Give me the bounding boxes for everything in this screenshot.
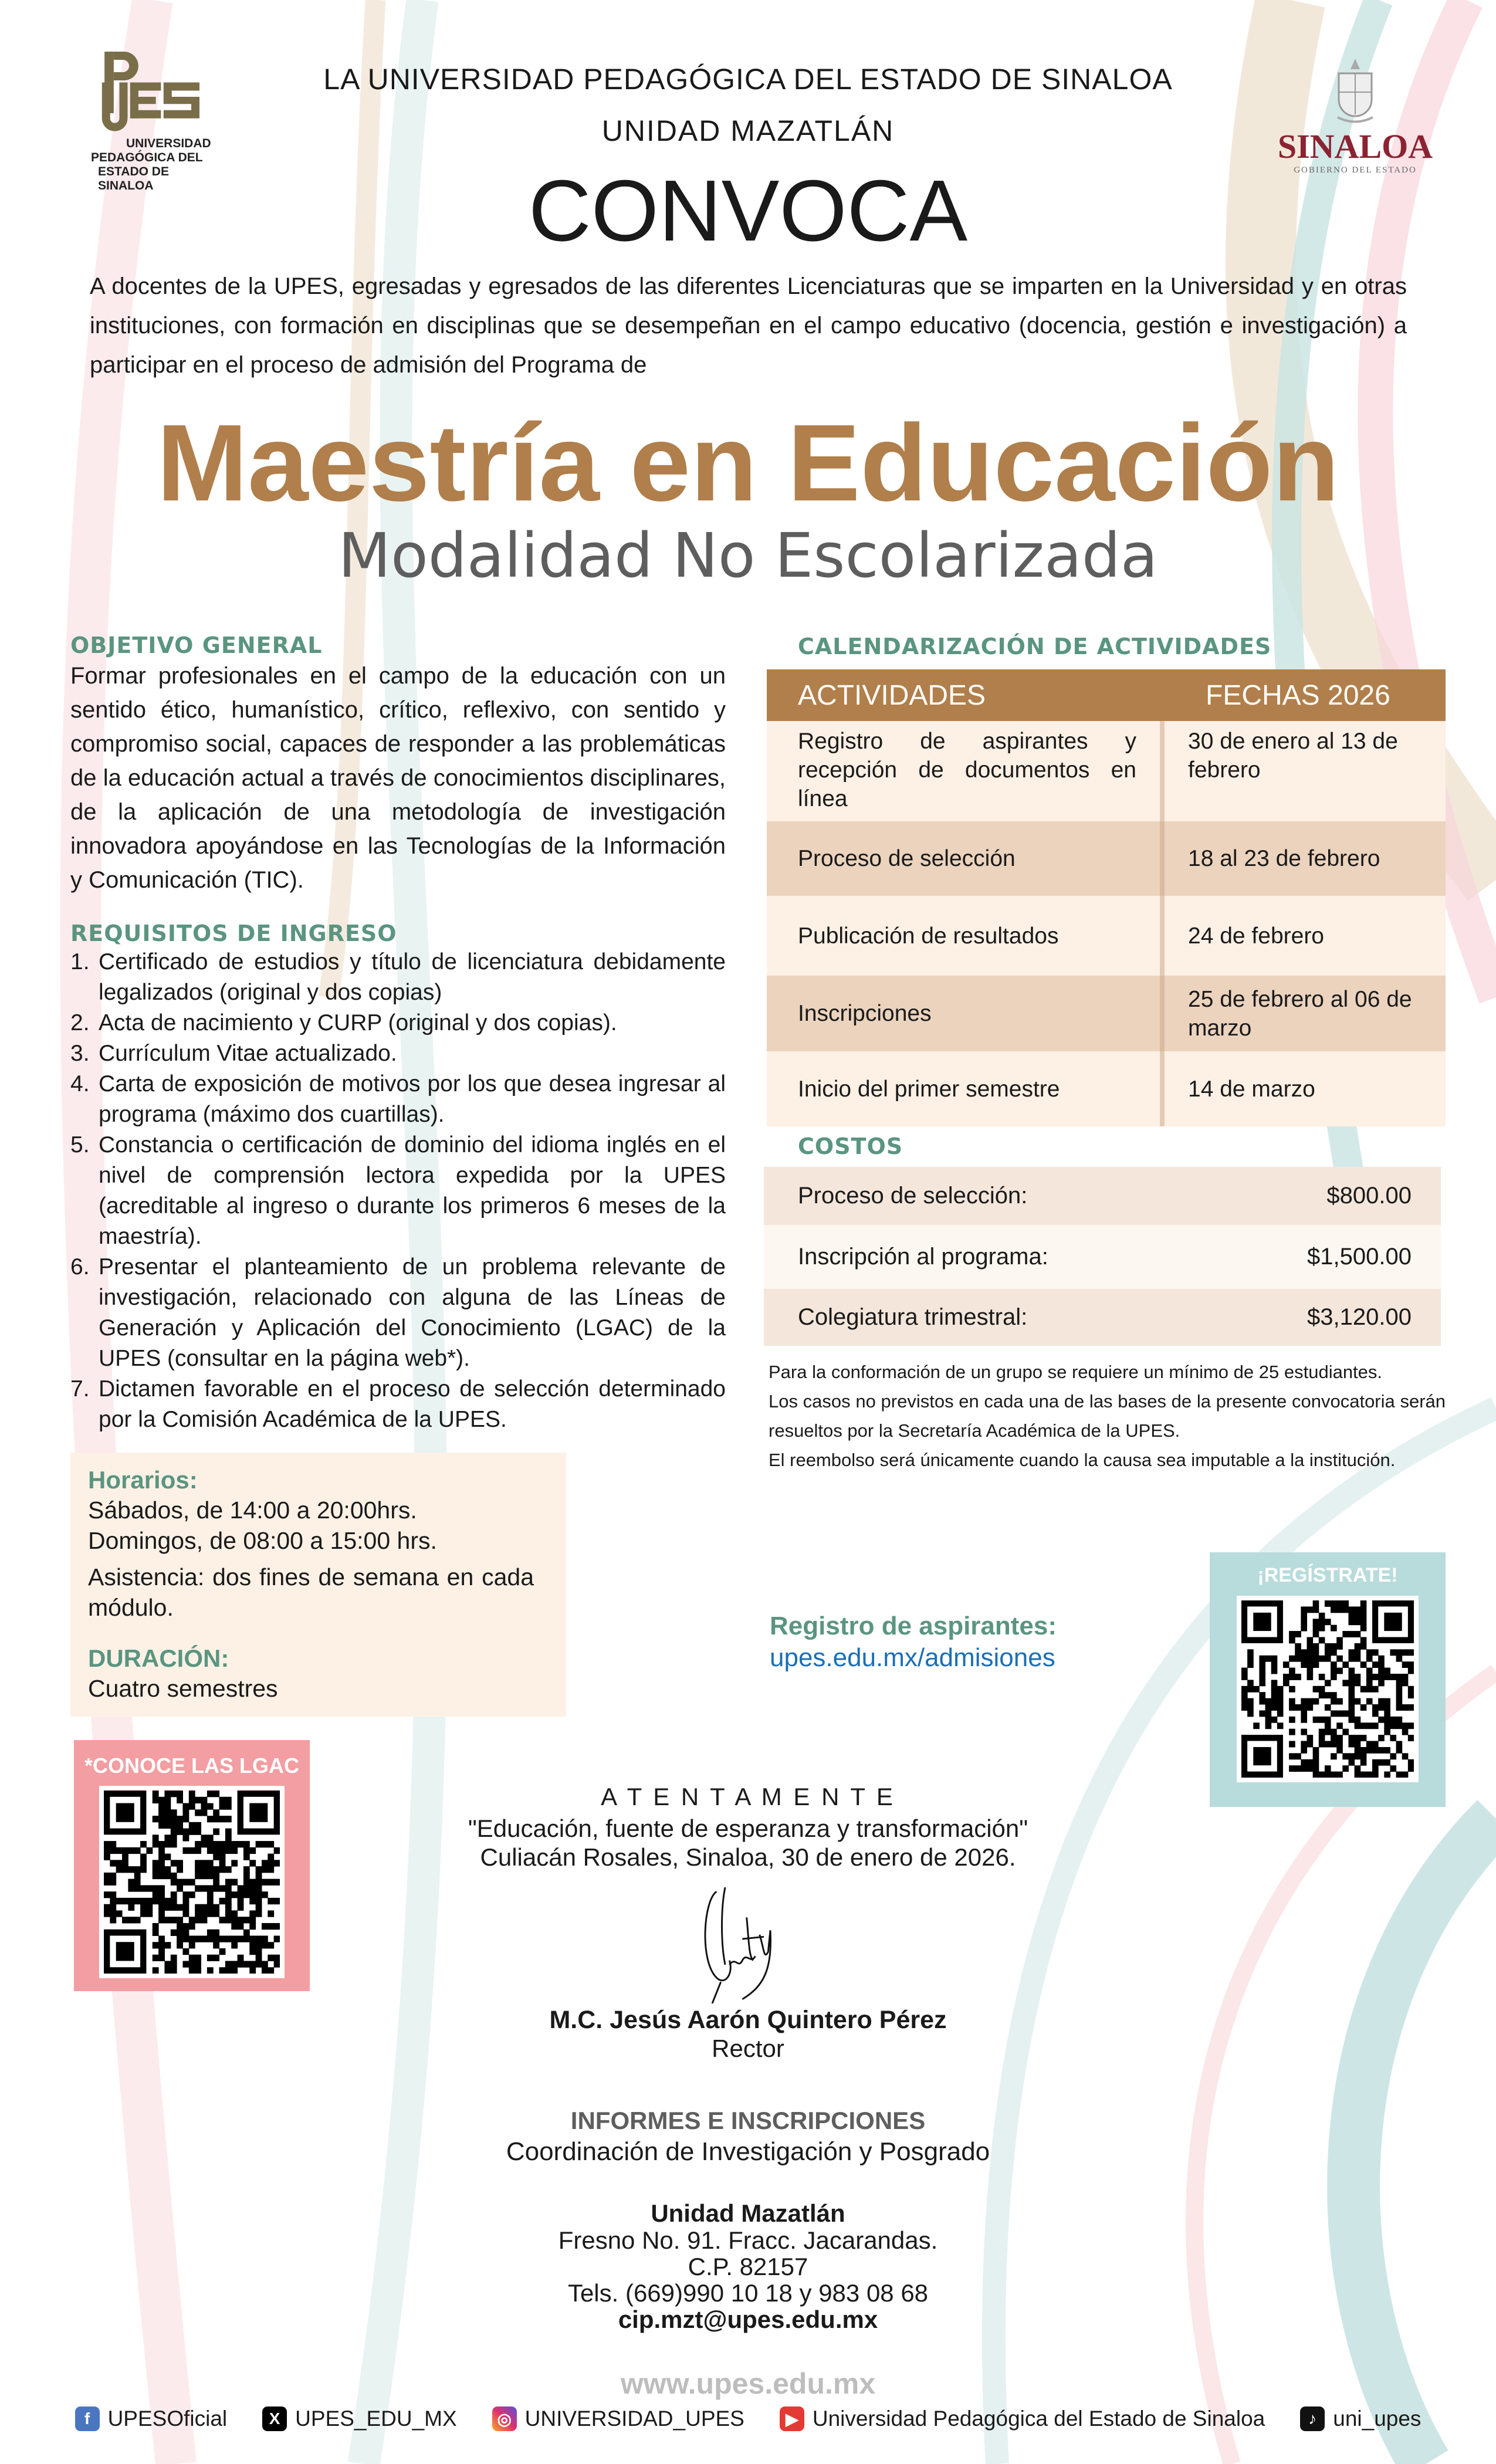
- requisito-text: Constancia o certificación de dominio del idioma inglés en el nivel de comprensión lectora expedida por la UPES (acreditable al ingreso o durante los primeros 6 meses de la maestría).: [99, 1132, 726, 1249]
- requisito-number: 1.: [70, 949, 90, 974]
- unit-name: UNIDAD MAZATLÁN: [601, 114, 895, 147]
- lgac-qr-box[interactable]: [74, 1740, 310, 1991]
- requisito-item: [70, 947, 726, 1008]
- activity-cell: Proceso de selección: [798, 846, 1016, 871]
- lugar-fecha: Culiacán Rosales, Sinaloa, 30 de enero de 2026.: [480, 1843, 1016, 1871]
- lgac-qr-code[interactable]: [99, 1786, 285, 1978]
- instagram-icon: ◎: [492, 2407, 517, 2431]
- requisitos-list: [70, 947, 726, 1435]
- duracion-heading: DURACIÓN:: [88, 1644, 229, 1672]
- institution-name: LA UNIVERSIDAD PEDAGÓGICA DEL ESTADO DE SINALOA: [323, 63, 1173, 96]
- social-link-youtube[interactable]: [780, 2407, 1265, 2431]
- horarios-heading: Horarios:: [88, 1466, 198, 1494]
- costo-concept: Colegiatura trimestral:: [798, 1304, 1028, 1330]
- social-handle: Universidad Pedagógica del Estado de Sinaloa: [812, 2407, 1265, 2431]
- requisito-text: Certificado de estudios y título de licenciatura debidamente legalizados (original y dos copias): [99, 949, 726, 1005]
- costos-heading: COSTOS: [798, 1133, 903, 1159]
- registrate-label: ¡REGÍSTRATE!: [1257, 1564, 1398, 1586]
- requisitos-heading: REQUISITOS DE INGRESO: [70, 920, 397, 946]
- program-title: Maestría en Educación: [157, 402, 1339, 524]
- calendario-body: [767, 721, 1446, 1126]
- qr-code-pattern: [1241, 1600, 1414, 1778]
- lgac-qr-label: *CONOCE LAS LGAC: [84, 1754, 299, 1778]
- requisito-text: Presentar el planteamiento de un problema relevante de investigación, relacionado con alguna de las Líneas de Generación y Aplicación del Conocimiento (LGAC) de la UPES (consultar en la página web*).: [99, 1254, 726, 1371]
- dates-cell: 25 de febrero al 06 de marzo: [1188, 986, 1412, 1041]
- calendario-header-row: [767, 669, 1446, 721]
- requisito-text: Dictamen favorable en el proceso de selección determinado por la Comisión Académica de la UPES.: [99, 1376, 726, 1432]
- requisito-item: [70, 1252, 726, 1374]
- dates-cell: 18 al 23 de febrero: [1188, 846, 1380, 871]
- social-handle: uni_upes: [1333, 2407, 1421, 2431]
- website-link[interactable]: www.upes.edu.mx: [620, 2367, 876, 2400]
- sinaloa-logo-text: SINALOA: [1277, 127, 1433, 165]
- horarios-box: [70, 1453, 566, 1717]
- objetivo-text: Formar profesionales en el campo de la educación con un sentido ético, humanístico, crítico, reflexivo, con sentido y compromiso social, capaces de responder a las problemáticas de la educación actual a través de conocimientos disciplinares, de la aplicación de una metodología de investigación innovadora apoyándose en las Tecnologías de la Información y Comunicación (TIC).: [70, 663, 726, 893]
- upes-logo-line1: UNIVERSIDAD: [126, 137, 211, 150]
- requisito-text: Currículum Vitae actualizado.: [99, 1041, 397, 1066]
- requisito-number: 2.: [70, 1010, 90, 1035]
- email[interactable]: cip.mzt@upes.edu.mx: [618, 2306, 878, 2333]
- col-header-fechas: FECHAS 2026: [1206, 679, 1390, 711]
- costo-amount: $800.00: [1326, 1183, 1412, 1209]
- social-link-tiktok[interactable]: [1300, 2407, 1421, 2431]
- dates-cell: 24 de febrero: [1188, 923, 1325, 949]
- calendario-table: [767, 669, 1446, 1126]
- registrate-qr-box[interactable]: [1210, 1552, 1446, 1807]
- calendario-row: [767, 976, 1446, 1051]
- costo-row: [764, 1225, 1441, 1289]
- costo-row: [764, 1167, 1441, 1225]
- calendario-row: [767, 896, 1446, 976]
- qr-code-pattern: [104, 1791, 280, 1974]
- notes: [769, 1358, 1446, 1475]
- registrate-qr-code[interactable]: [1237, 1596, 1419, 1782]
- activity-cell: Inicio del primer semestre: [798, 1076, 1060, 1102]
- telefonos: Tels. (669)990 10 18 y 983 08 68: [567, 2279, 929, 2307]
- x-icon: X: [262, 2407, 287, 2431]
- costo-amount: $3,120.00: [1307, 1304, 1412, 1330]
- social-link-facebook[interactable]: [75, 2407, 228, 2431]
- calendario-row: [767, 721, 1446, 821]
- registro-label: Registro de aspirantes:: [770, 1612, 1057, 1640]
- costo-concept: Proceso de selección:: [798, 1183, 1028, 1209]
- requisito-text: Carta de exposición de motivos por los que desea ingresar al programa (máximo dos cuartillas).: [99, 1071, 726, 1127]
- note-casos: Los casos no previstos en cada una de las bases de la presente convocatoria serán resueltos por la Secretaría Académica de la UPES.: [769, 1391, 1446, 1441]
- codigo-postal: C.P. 82157: [688, 2253, 808, 2280]
- unidad: Unidad Mazatlán: [651, 2199, 845, 2227]
- dates-cell: 14 de marzo: [1188, 1076, 1315, 1102]
- social-handle: UPESOficial: [107, 2407, 228, 2431]
- requisito-number: 3.: [70, 1041, 90, 1066]
- note-minimo: Para la conformación de un grupo se requiere un mínimo de 25 estudiantes.: [769, 1362, 1383, 1382]
- requisito-number: 4.: [70, 1071, 90, 1096]
- objetivo-heading: OBJETIVO GENERAL: [70, 632, 323, 658]
- requisito-item: [70, 1008, 726, 1038]
- sinaloa-logo-subtext: GOBIERNO DEL ESTADO: [1294, 165, 1417, 175]
- registro-link[interactable]: upes.edu.mx/admisiones: [770, 1643, 1055, 1672]
- note-reembolso: El reembolso será únicamente cuando la causa sea imputable a la institución.: [769, 1450, 1396, 1470]
- activity-cell: Publicación de resultados: [798, 923, 1059, 949]
- horario-domingos: Domingos, de 08:00 a 15:00 hrs.: [88, 1527, 437, 1554]
- rector-title: Rector: [712, 2035, 784, 2062]
- objetivo-section: [70, 632, 726, 897]
- calendario-row: [767, 821, 1446, 896]
- requisito-number: 6.: [70, 1254, 90, 1280]
- asistencia-text: Asistencia: dos fines de semana en cada módulo.: [88, 1563, 534, 1621]
- youtube-icon: ▶: [780, 2407, 804, 2431]
- activity-cell: Registro de aspirantes y recepción de documentos en línea: [798, 729, 1136, 811]
- col-header-actividades: ACTIVIDADES: [798, 679, 986, 711]
- direccion: Fresno No. 91. Fracc. Jacarandas.: [558, 2226, 938, 2254]
- calendario-row: [767, 1051, 1446, 1126]
- upes-logo-line3: ESTADO DE SINALOA: [98, 165, 169, 192]
- horario-sabados: Sábados, de 14:00 a 20:00hrs.: [88, 1497, 417, 1524]
- lema: "Educación, fuente de esperanza y transformación": [468, 1815, 1028, 1842]
- requisito-text: Acta de nacimiento y CURP (original y dos copias).: [99, 1010, 617, 1035]
- convoca-heading: CONVOCA: [528, 163, 968, 259]
- social-handle: UPES_EDU_MX: [295, 2407, 457, 2431]
- social-link-instagram[interactable]: [492, 2407, 744, 2431]
- activity-cell: Inscripciones: [798, 1001, 932, 1026]
- requisitos-section: [70, 920, 726, 1435]
- informes-heading: INFORMES E INSCRIPCIONES: [570, 2107, 926, 2134]
- social-link-x[interactable]: [262, 2407, 457, 2431]
- requisito-number: 5.: [70, 1132, 90, 1157]
- atentamente: A T E N T A M E N T E: [601, 1783, 895, 1810]
- upes-logo-line2: PEDAGÓGICA DEL: [91, 151, 203, 164]
- duracion-text: Cuatro semestres: [88, 1675, 278, 1702]
- intro-paragraph: A docentes de la UPES, egresadas y egresados de las diferentes Licenciaturas que se imparten en la Universidad y en otras instituciones, con formación en disciplinas que se desempeñan en el campo educativo (docencia, gestión e investigación) a participar en el proceso de admisión del Programa de: [90, 273, 1407, 378]
- costo-concept: Inscripción al programa:: [798, 1244, 1048, 1270]
- tiktok-icon: ♪: [1300, 2407, 1325, 2431]
- costos-table: [764, 1167, 1441, 1346]
- costo-row: [764, 1289, 1441, 1346]
- requisito-item: [70, 1069, 726, 1130]
- social-media-row: [0, 2407, 1496, 2431]
- right-column: [764, 634, 1446, 1475]
- requisito-item: [70, 1038, 726, 1069]
- requisito-item: [70, 1130, 726, 1252]
- costo-amount: $1,500.00: [1307, 1244, 1412, 1270]
- social-handle: UNIVERSIDAD_UPES: [524, 2407, 744, 2431]
- dates-cell: 30 de enero al 13 de febrero: [1188, 729, 1398, 783]
- coordinacion: Coordinación de Investigación y Posgrado: [506, 2137, 990, 2166]
- rector-name: M.C. Jesús Aarón Quintero Pérez: [549, 2006, 947, 2034]
- requisito-number: 7.: [70, 1376, 90, 1402]
- facebook-icon: f: [75, 2407, 100, 2431]
- program-modality: Modalidad No Escolarizada: [338, 520, 1158, 591]
- calendario-heading: CALENDARIZACIÓN DE ACTIVIDADES: [798, 634, 1272, 659]
- requisito-item: [70, 1374, 726, 1435]
- registro-section: [770, 1610, 1057, 1674]
